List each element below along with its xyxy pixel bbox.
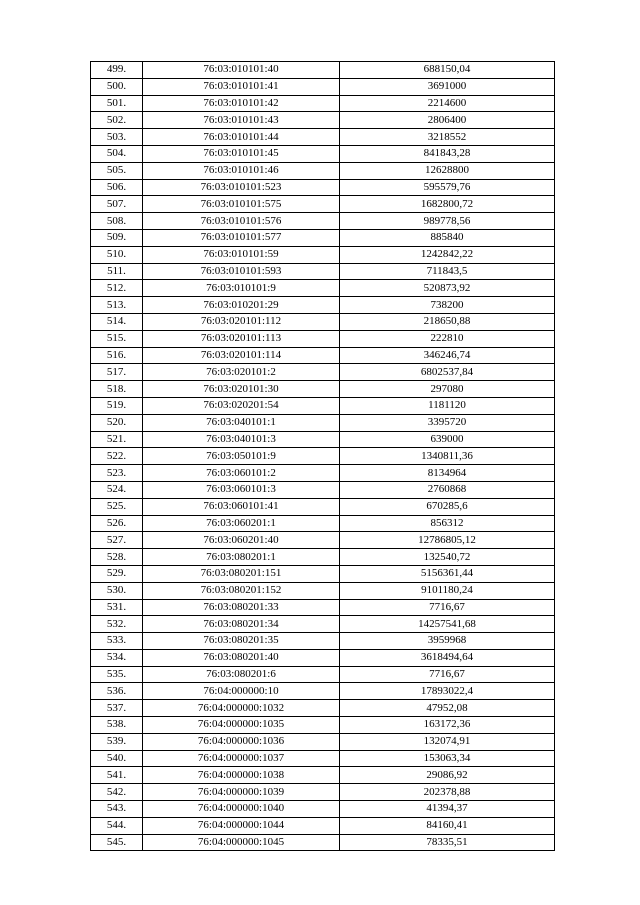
row-number-cell: 538. <box>91 717 143 734</box>
table-row <box>91 381 555 398</box>
table-row <box>91 733 555 750</box>
cadastral-value-cell: 639000 <box>340 431 555 448</box>
cadastral-value-cell: 3959968 <box>340 633 555 650</box>
cadastral-value-cell: 218650,88 <box>340 313 555 330</box>
cadastral-number-cell: 76:04:000000:10 <box>143 683 340 700</box>
cadastral-number-cell: 76:03:010101:43 <box>143 112 340 129</box>
table-row <box>91 817 555 834</box>
table-row <box>91 700 555 717</box>
cadastral-value-cell: 3618494,64 <box>340 649 555 666</box>
cadastral-value-cell: 885840 <box>340 229 555 246</box>
row-number-cell: 512. <box>91 280 143 297</box>
table-row <box>91 78 555 95</box>
cadastral-number-cell: 76:03:080201:35 <box>143 633 340 650</box>
cadastral-number-cell: 76:03:060201:40 <box>143 532 340 549</box>
row-number-cell: 540. <box>91 750 143 767</box>
table-row <box>91 129 555 146</box>
cadastral-number-cell: 76:03:040101:1 <box>143 414 340 431</box>
cadastral-value-cell: 163172,36 <box>340 717 555 734</box>
table-row <box>91 263 555 280</box>
cadastral-value-cell: 7716,67 <box>340 666 555 683</box>
row-number-cell: 513. <box>91 297 143 314</box>
cadastral-number-cell: 76:04:000000:1044 <box>143 817 340 834</box>
cadastral-value-cell: 41394,37 <box>340 801 555 818</box>
table-row <box>91 196 555 213</box>
table-row <box>91 633 555 650</box>
row-number-cell: 518. <box>91 381 143 398</box>
row-number-cell: 499. <box>91 62 143 79</box>
cadastral-number-cell: 76:03:010101:41 <box>143 78 340 95</box>
cadastral-number-cell: 76:03:080201:33 <box>143 599 340 616</box>
table-row <box>91 330 555 347</box>
row-number-cell: 531. <box>91 599 143 616</box>
cadastral-value-cell: 297080 <box>340 381 555 398</box>
cadastral-value-cell: 7716,67 <box>340 599 555 616</box>
cadastral-value-cell: 711843,5 <box>340 263 555 280</box>
table-row <box>91 465 555 482</box>
cadastral-number-cell: 76:03:010101:45 <box>143 145 340 162</box>
cadastral-number-cell: 76:03:010101:46 <box>143 162 340 179</box>
row-number-cell: 517. <box>91 364 143 381</box>
cadastral-value-cell: 3691000 <box>340 78 555 95</box>
row-number-cell: 509. <box>91 229 143 246</box>
cadastral-number-cell: 76:04:000000:1032 <box>143 700 340 717</box>
row-number-cell: 510. <box>91 246 143 263</box>
cadastral-value-cell: 153063,34 <box>340 750 555 767</box>
cadastral-value-cell: 14257541,68 <box>340 616 555 633</box>
cadastral-number-cell: 76:03:010101:59 <box>143 246 340 263</box>
cadastral-value-cell: 12786805,12 <box>340 532 555 549</box>
cadastral-number-cell: 76:03:010101:44 <box>143 129 340 146</box>
cadastral-value-cell: 595579,76 <box>340 179 555 196</box>
cadastral-number-cell: 76:03:020101:2 <box>143 364 340 381</box>
table-row <box>91 179 555 196</box>
table-row <box>91 801 555 818</box>
row-number-cell: 503. <box>91 129 143 146</box>
cadastral-value-cell: 2760868 <box>340 481 555 498</box>
cadastral-number-cell: 76:04:000000:1037 <box>143 750 340 767</box>
cadastral-value-cell: 856312 <box>340 515 555 532</box>
table-row <box>91 834 555 851</box>
row-number-cell: 532. <box>91 616 143 633</box>
table-row <box>91 397 555 414</box>
cadastral-number-cell: 76:03:020201:54 <box>143 397 340 414</box>
table-row <box>91 649 555 666</box>
row-number-cell: 529. <box>91 565 143 582</box>
cadastral-value-cell: 9101180,24 <box>340 582 555 599</box>
table-row <box>91 229 555 246</box>
cadastral-number-cell: 76:04:000000:1039 <box>143 784 340 801</box>
table-row <box>91 767 555 784</box>
cadastral-value-cell: 1181120 <box>340 397 555 414</box>
row-number-cell: 526. <box>91 515 143 532</box>
cadastral-number-cell: 76:03:010201:29 <box>143 297 340 314</box>
cadastral-number-cell: 76:03:080201:40 <box>143 649 340 666</box>
cadastral-number-cell: 76:04:000000:1038 <box>143 767 340 784</box>
row-number-cell: 504. <box>91 145 143 162</box>
cadastral-number-cell: 76:03:060101:41 <box>143 498 340 515</box>
row-number-cell: 528. <box>91 549 143 566</box>
row-number-cell: 541. <box>91 767 143 784</box>
table-row <box>91 498 555 515</box>
cadastral-number-cell: 76:03:080201:152 <box>143 582 340 599</box>
table-row <box>91 364 555 381</box>
cadastral-number-cell: 76:03:040101:3 <box>143 431 340 448</box>
cadastral-number-cell: 76:03:080201:6 <box>143 666 340 683</box>
row-number-cell: 535. <box>91 666 143 683</box>
row-number-cell: 508. <box>91 213 143 230</box>
row-number-cell: 516. <box>91 347 143 364</box>
row-number-cell: 520. <box>91 414 143 431</box>
cadastral-value-cell: 670285,6 <box>340 498 555 515</box>
row-number-cell: 515. <box>91 330 143 347</box>
cadastral-number-cell: 76:04:000000:1036 <box>143 733 340 750</box>
row-number-cell: 514. <box>91 313 143 330</box>
table-row <box>91 246 555 263</box>
cadastral-number-cell: 76:03:010101:9 <box>143 280 340 297</box>
table-row <box>91 565 555 582</box>
table-row <box>91 683 555 700</box>
cadastral-value-cell: 78335,51 <box>340 834 555 851</box>
table-row <box>91 481 555 498</box>
table-row <box>91 112 555 129</box>
row-number-cell: 539. <box>91 733 143 750</box>
cadastral-number-cell: 76:03:010101:40 <box>143 62 340 79</box>
row-number-cell: 506. <box>91 179 143 196</box>
cadastral-number-cell: 76:03:010101:575 <box>143 196 340 213</box>
row-number-cell: 530. <box>91 582 143 599</box>
table-row <box>91 62 555 79</box>
table-row <box>91 431 555 448</box>
table-row <box>91 313 555 330</box>
cadastral-value-cell: 222810 <box>340 330 555 347</box>
cadastral-number-cell: 76:03:020101:112 <box>143 313 340 330</box>
table-body <box>91 62 555 851</box>
table-row <box>91 213 555 230</box>
table-row <box>91 784 555 801</box>
row-number-cell: 505. <box>91 162 143 179</box>
cadastral-value-cell: 2806400 <box>340 112 555 129</box>
cadastral-number-cell: 76:03:020101:114 <box>143 347 340 364</box>
table-row <box>91 750 555 767</box>
cadastral-number-cell: 76:03:010101:523 <box>143 179 340 196</box>
cadastral-number-cell: 76:03:010101:576 <box>143 213 340 230</box>
table-row <box>91 297 555 314</box>
cadastral-number-cell: 76:03:010101:593 <box>143 263 340 280</box>
row-number-cell: 536. <box>91 683 143 700</box>
row-number-cell: 519. <box>91 397 143 414</box>
cadastral-number-cell: 76:03:080201:1 <box>143 549 340 566</box>
cadastral-value-cell: 132540,72 <box>340 549 555 566</box>
row-number-cell: 523. <box>91 465 143 482</box>
cadastral-number-cell: 76:03:080201:151 <box>143 565 340 582</box>
cadastral-value-cell: 8134964 <box>340 465 555 482</box>
table-row <box>91 717 555 734</box>
table-row <box>91 532 555 549</box>
row-number-cell: 511. <box>91 263 143 280</box>
table-row <box>91 280 555 297</box>
table-row <box>91 347 555 364</box>
cadastral-number-cell: 76:03:060101:3 <box>143 481 340 498</box>
cadastral-value-cell: 132074,91 <box>340 733 555 750</box>
cadastral-value-cell: 2214600 <box>340 95 555 112</box>
cadastral-value-cell: 3218552 <box>340 129 555 146</box>
cadastral-number-cell: 76:03:060101:2 <box>143 465 340 482</box>
row-number-cell: 507. <box>91 196 143 213</box>
cadastral-value-table <box>90 61 555 851</box>
cadastral-number-cell: 76:03:020101:113 <box>143 330 340 347</box>
row-number-cell: 502. <box>91 112 143 129</box>
cadastral-number-cell: 76:04:000000:1040 <box>143 801 340 818</box>
table-row <box>91 448 555 465</box>
cadastral-number-cell: 76:03:080201:34 <box>143 616 340 633</box>
cadastral-value-cell: 29086,92 <box>340 767 555 784</box>
row-number-cell: 542. <box>91 784 143 801</box>
table-row <box>91 515 555 532</box>
row-number-cell: 543. <box>91 801 143 818</box>
cadastral-value-cell: 5156361,44 <box>340 565 555 582</box>
cadastral-value-cell: 1682800,72 <box>340 196 555 213</box>
cadastral-value-cell: 346246,74 <box>340 347 555 364</box>
cadastral-number-cell: 76:04:000000:1035 <box>143 717 340 734</box>
cadastral-value-cell: 202378,88 <box>340 784 555 801</box>
row-number-cell: 500. <box>91 78 143 95</box>
cadastral-number-cell: 76:03:010101:42 <box>143 95 340 112</box>
table-row <box>91 582 555 599</box>
cadastral-value-cell: 738200 <box>340 297 555 314</box>
table-row <box>91 616 555 633</box>
cadastral-value-cell: 84160,41 <box>340 817 555 834</box>
row-number-cell: 524. <box>91 481 143 498</box>
row-number-cell: 534. <box>91 649 143 666</box>
row-number-cell: 521. <box>91 431 143 448</box>
cadastral-value-cell: 17893022,4 <box>340 683 555 700</box>
row-number-cell: 522. <box>91 448 143 465</box>
table-row <box>91 599 555 616</box>
cadastral-number-cell: 76:03:050101:9 <box>143 448 340 465</box>
cadastral-number-cell: 76:03:060201:1 <box>143 515 340 532</box>
cadastral-value-cell: 841843,28 <box>340 145 555 162</box>
row-number-cell: 533. <box>91 633 143 650</box>
cadastral-value-cell: 989778,56 <box>340 213 555 230</box>
table-row <box>91 95 555 112</box>
row-number-cell: 545. <box>91 834 143 851</box>
cadastral-number-cell: 76:03:010101:577 <box>143 229 340 246</box>
row-number-cell: 525. <box>91 498 143 515</box>
cadastral-value-cell: 1242842,22 <box>340 246 555 263</box>
table-row <box>91 414 555 431</box>
cadastral-value-cell: 688150,04 <box>340 62 555 79</box>
row-number-cell: 544. <box>91 817 143 834</box>
cadastral-value-cell: 3395720 <box>340 414 555 431</box>
cadastral-value-cell: 47952,08 <box>340 700 555 717</box>
table-row <box>91 666 555 683</box>
cadastral-number-cell: 76:04:000000:1045 <box>143 834 340 851</box>
table-row <box>91 549 555 566</box>
cadastral-value-cell: 6802537,84 <box>340 364 555 381</box>
row-number-cell: 527. <box>91 532 143 549</box>
row-number-cell: 537. <box>91 700 143 717</box>
table-row <box>91 162 555 179</box>
cadastral-value-cell: 1340811,36 <box>340 448 555 465</box>
cadastral-number-cell: 76:03:020101:30 <box>143 381 340 398</box>
row-number-cell: 501. <box>91 95 143 112</box>
table-row <box>91 145 555 162</box>
cadastral-value-cell: 520873,92 <box>340 280 555 297</box>
cadastral-value-cell: 12628800 <box>340 162 555 179</box>
